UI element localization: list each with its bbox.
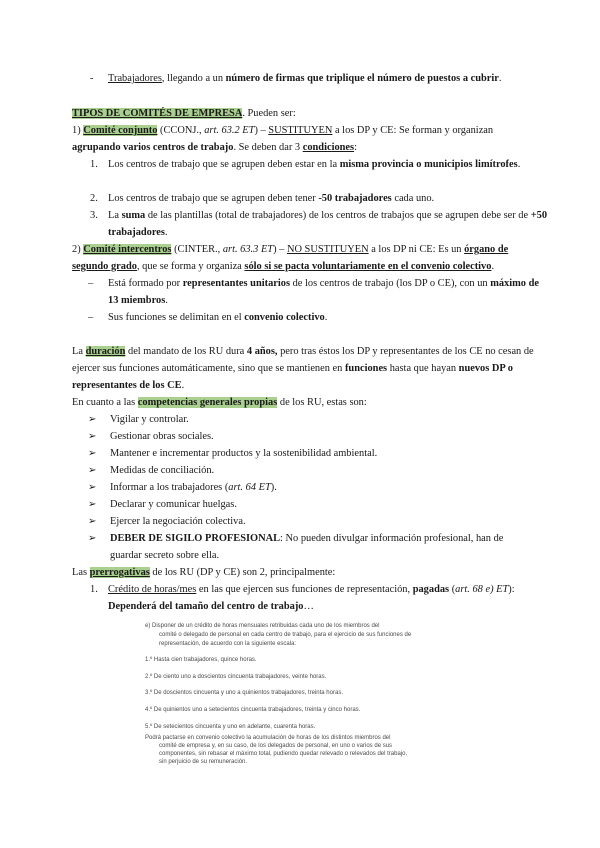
excerpt-line: comité de empresa y, en su caso, de los delegados de personal, en uno o varios de sus (159, 743, 393, 749)
excerpt-line: Podrá pactarse en convenio colectivo la acumulación de horas de los distintos miembros del (145, 735, 391, 741)
competencias-paragraph: En cuanto a las competencias generales propias de los RU, estas son: (72, 397, 367, 408)
legal-excerpt-image (145, 622, 523, 764)
comite-intercentros-term: Comité intercentros (83, 244, 172, 255)
competencia-item: ➢ Gestionar obras sociales. (110, 428, 550, 445)
tipos-heading: TIPOS DE COMITÉS DE EMPRESA (72, 108, 243, 119)
arrow-bullet-icon: ➢ (88, 482, 97, 493)
excerpt-line: 3.º De doscientos cincuenta y uno a quinientos trabajadores, treinta horas. (145, 690, 343, 696)
condition-item: 2. Los centros de trabajo que se agrupen deben tener -50 trabajadores cada uno. (90, 193, 435, 204)
excerpt-line: e) Disponer de un crédito de horas mensuales retribuidas cada uno de los miembros del (145, 623, 380, 629)
prerrogativa-item: 1. Crédito de horas/mes en las que ejercen sus funciones de representación, pagadas (art. 68 e) ET): Dependerá del tamaño del centro de trabajo… (90, 584, 515, 612)
excerpt-line: 4.º De quinientos uno a setecientos cincuenta trabajadores, treinta y cinco horas. (145, 707, 361, 713)
competencia-item: ➢ Informar a los trabajadores (art. 64 ET). (110, 479, 550, 496)
arrow-bullet-icon: ➢ (88, 533, 97, 544)
prerrogativas-paragraph: Las prerrogativas de los RU (DP y CE) son 2, principalmente: (72, 567, 336, 578)
duracion-term: duración (85, 346, 126, 357)
comite-conjunto-paragraph: 1) Comité conjunto (CCONJ., art. 63.2 ET) – SUSTITUYEN a los DP y CE: Se forman y organizan agrupando varios centros de trabajo. Se deben dar 3 condiciones: (72, 125, 494, 153)
intercentros-item: – Sus funciones se delimitan en el convenio colectivo. (88, 312, 328, 323)
competencias-term: competencias generales propias (137, 397, 278, 408)
competencia-item: ➢ Mantener e incrementar productos y la sostenibilidad ambiental. (110, 445, 550, 462)
competencia-item: ➢ Ejercer la negociación colectiva. (110, 513, 550, 530)
arrow-bullet-icon: ➢ (88, 465, 97, 476)
excerpt-line: representación, de acuerdo con la siguiente escala: (159, 641, 297, 647)
excerpt-line: 2.º De ciento uno a doscientos cincuenta trabajadores, veinte horas. (145, 674, 327, 680)
arrow-bullet-icon: ➢ (88, 448, 97, 459)
condition-item: 1. Los centros de trabajo que se agrupen deben estar en la misma provincia o municipios limítrofes. (90, 159, 521, 170)
intercentros-item: – Está formado por representantes unitarios de los centros de trabajo (los DP o CE), con un máximo de 13 miembros. (88, 278, 539, 306)
trabajadores-term: Trabajadores (108, 73, 162, 84)
comite-intercentros-paragraph: 2) Comité intercentros (CINTER., art. 63.3 ET) – NO SUSTITUYEN a los DP ni CE: Es un órgano de segundo grado, que se forma y organiza sólo si se pacta voluntariamente en el convenio colectivo. (72, 244, 509, 272)
excerpt-line: 1.º Hasta cien trabajadores, quince horas. (145, 657, 257, 663)
condition-item: 3. La suma de las plantillas (total de trabajadores) de los centros de trabajos que se agrupen debe ser de +50 trabajadores. (90, 210, 548, 238)
excerpt-line: comité o delegado de personal en cada centro de trabajo, para el ejercicio de sus funciones de (159, 632, 412, 638)
duracion-paragraph: La duración del mandato de los RU dura 4 años, pero tras éstos los DP y representantes de los CE no cesan de ejercer sus funciones automáticamente, sino que se mantienen en funciones hasta que hayan nuevos DP o representantes de los CE. (72, 346, 534, 391)
excerpt-line: 5.º De setecientos cincuenta y uno en adelante, cuarenta horas. (145, 724, 316, 730)
competencia-item: ➢ Declarar y comunicar huelgas. (110, 496, 550, 513)
excerpt-line: sin perjuicio de su remuneración. (159, 759, 248, 765)
competencia-item-sigilo: ➢ DEBER DE SIGILO PROFESIONAL: No pueden divulgar información profesional, han de guardar secreto sobre ella. (110, 530, 530, 564)
arrow-bullet-icon: ➢ (88, 414, 97, 425)
tipos-heading-line: TIPOS DE COMITÉS DE EMPRESA. Pueden ser: (72, 108, 296, 119)
excerpt-line: componentes, sin rebasar el máximo total, pudiendo quedar relevado o relevados del trabajo, (159, 751, 408, 757)
list-marker: - (90, 73, 94, 84)
arrow-bullet-icon: ➢ (88, 516, 97, 527)
competencia-item: ➢ Vigilar y controlar. (110, 411, 550, 428)
arrow-bullet-icon: ➢ (88, 499, 97, 510)
competencia-item: ➢ Medidas de conciliación. (110, 462, 550, 479)
comite-conjunto-term: Comité conjunto (83, 125, 158, 136)
arrow-bullet-icon: ➢ (88, 431, 97, 442)
intro-list-item: - Trabajadores, llegando a un número de firmas que triplique el número de puestos a cubrir. (108, 70, 548, 87)
prerrogativas-term: prerrogativas (89, 567, 150, 578)
